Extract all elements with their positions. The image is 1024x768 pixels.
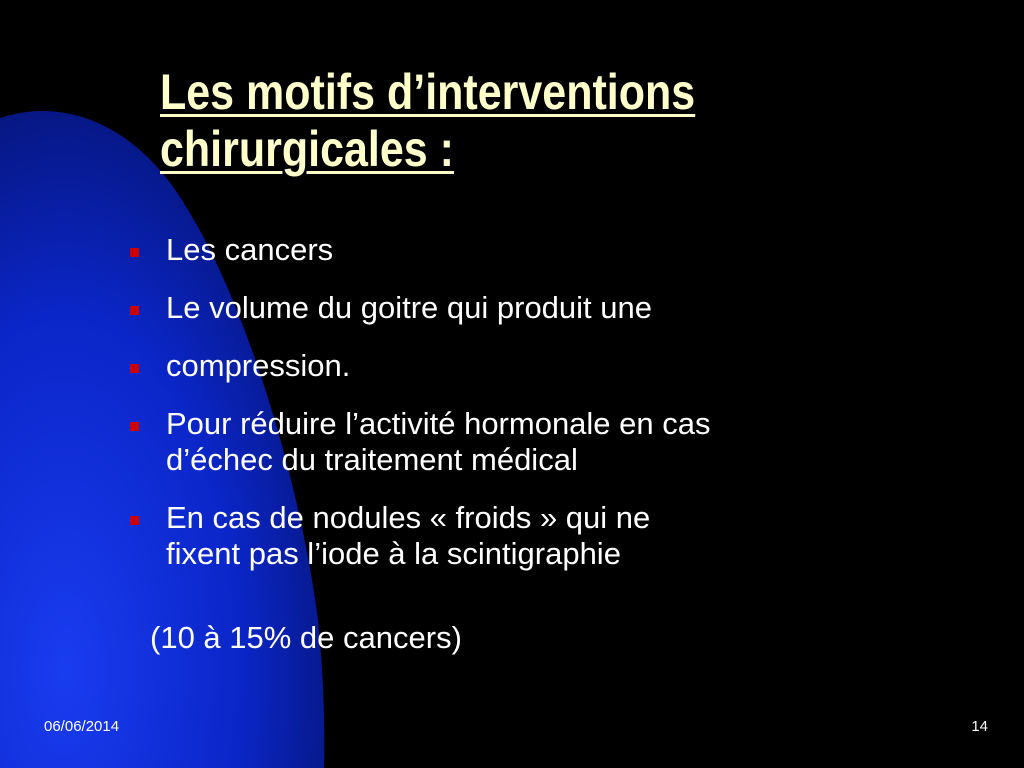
title-line-2: chirurgicales : — [160, 121, 454, 177]
bullet-text-line-1: En cas de nodules « froids » qui ne — [166, 500, 651, 535]
bullet-text-line-2: fixent pas l’iode à la scintigraphie — [166, 536, 621, 571]
slide-title — [160, 64, 814, 178]
title-line-1: Les motifs d’interventions — [160, 64, 696, 120]
red-square-bullet-icon — [130, 306, 139, 315]
bullet-text: Les cancers — [166, 232, 334, 267]
cancer-percentage-note: (10 à 15% de cancers) — [150, 620, 462, 655]
bullet-list — [128, 232, 908, 594]
bullet-item-volume — [128, 290, 908, 326]
bullet-text-line-1: Pour réduire l’activité hormonale en cas — [166, 406, 711, 441]
red-square-bullet-icon — [130, 516, 139, 525]
bullet-item-hormonal — [128, 406, 908, 478]
bullet-text: Le volume du goitre qui produit une — [166, 290, 652, 325]
bullet-item-nodules — [128, 500, 908, 572]
red-square-bullet-icon — [130, 422, 139, 431]
page-number: 14 — [971, 718, 988, 735]
bullet-item-compression — [128, 348, 908, 384]
bullet-text-line-2: d’échec du traitement médical — [166, 442, 578, 477]
bullet-item-cancers — [128, 232, 908, 268]
red-square-bullet-icon — [130, 364, 139, 373]
bullet-text: compression. — [166, 348, 351, 383]
red-square-bullet-icon — [130, 248, 139, 257]
footer-date: 06/06/2014 — [44, 718, 120, 735]
